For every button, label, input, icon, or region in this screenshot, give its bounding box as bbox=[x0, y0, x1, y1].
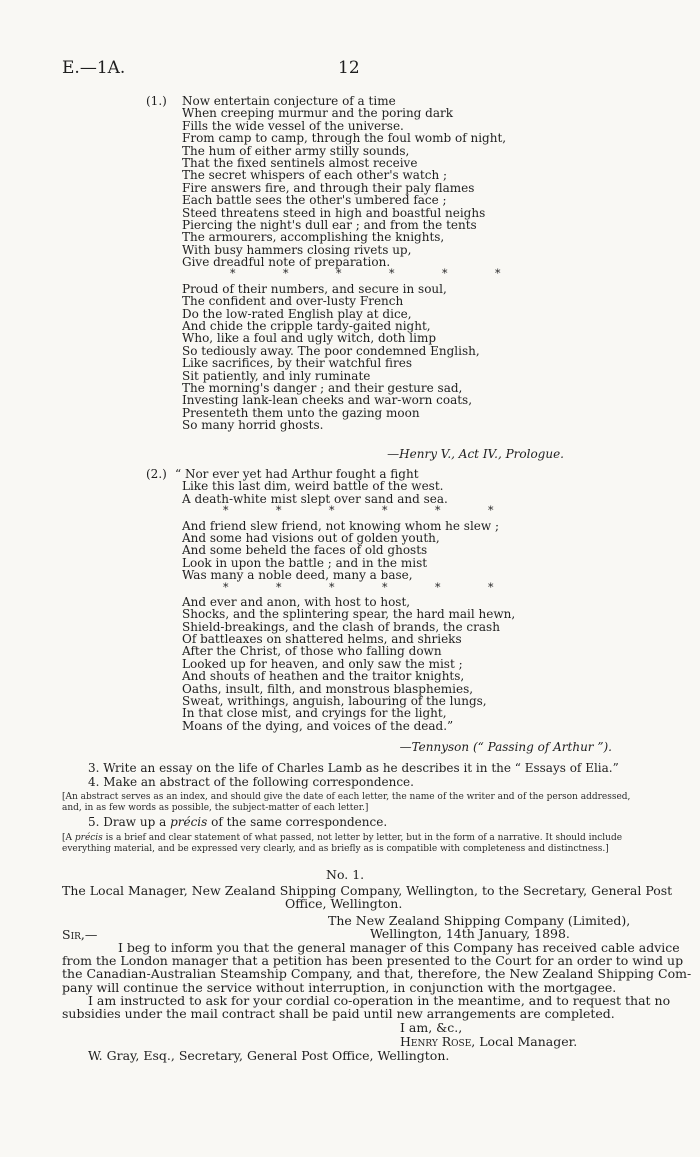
ellipsis-stars: * * * * * * bbox=[223, 504, 516, 518]
poem-line: The secret whispers of each other's watch ; bbox=[182, 168, 448, 183]
poem-line: Proud of their numbers, and secure in soul, bbox=[182, 281, 447, 296]
letter-line: I beg to inform you that the general manager of this Company has received cable advice bbox=[118, 940, 680, 955]
poem-line: After the Christ, of those who falling down bbox=[182, 644, 442, 659]
poem-line: Shield-breakings, and the clash of brands, the crash bbox=[182, 619, 500, 634]
q1-attribution: —Henry V., Act IV., Prologue. bbox=[387, 447, 564, 461]
letter-line: pany will continue the service without interruption, in conjunction with the mortgagee. bbox=[62, 979, 617, 995]
letter-line: I am instructed to ask for your cordial co-operation in the meantime, and to request that no bbox=[88, 993, 671, 1008]
q1-number: (1.) bbox=[146, 94, 167, 108]
poem-line: Like this last dim, weird battle of the west. bbox=[182, 479, 444, 494]
poem-line: Now entertain conjecture of a time bbox=[182, 94, 396, 108]
poem-line: Piercing the night's dull ear ; and from the tents bbox=[182, 217, 477, 232]
poem-line: And ever and anon, with host to host, bbox=[182, 594, 411, 609]
poem-line: And friend slew friend, not knowing whom he slew ; bbox=[182, 518, 500, 533]
letter-line: subsidies under the mail contract shall be paid until new arrangements are completed. bbox=[62, 1006, 615, 1022]
letter-closing: I am, &c., bbox=[400, 1020, 463, 1035]
poem-line: The morning's danger ; and their gesture sad, bbox=[182, 380, 463, 395]
signature-name: Henry Rose bbox=[400, 1034, 472, 1049]
poem-line: Do the low-rated English play at dice, bbox=[182, 306, 412, 321]
letter-signature bbox=[400, 1035, 577, 1048]
letter-body-paragraph-2 bbox=[62, 994, 670, 1020]
poem-line: Was many a noble deed, many a base, bbox=[182, 568, 413, 583]
poem-line: The armourers, accomplishing the knights, bbox=[182, 230, 445, 245]
q2-number: (2.) bbox=[146, 467, 167, 481]
poem-line: And chide the cripple tardy-gaited night, bbox=[182, 319, 431, 334]
letter-addressee: W. Gray, Esq., Secretary, General Post Office, Wellington. bbox=[88, 1048, 450, 1063]
letter-place-date: Wellington, 14th January, 1898. bbox=[370, 926, 570, 941]
letter-body-paragraph-1 bbox=[62, 941, 691, 994]
poem-line: And some had visions out of golden youth, bbox=[182, 530, 440, 545]
poem-line: Steed threatens steed in high and boastful neighs bbox=[182, 205, 486, 220]
poem-line: Fire answers fire, and through their paly flames bbox=[182, 180, 475, 195]
q5-note-post: is a brief and clear statement of what passed, not letter by letter, but in the form of a narrative. It should include everything material, and be expressed very clearly, and as briefly as is compatible with completeness and distinctness.] bbox=[62, 833, 623, 854]
q5-post: of the same correspondence. bbox=[207, 815, 388, 829]
poem-line: With busy hammers closing rivets up, bbox=[182, 242, 412, 257]
poem-line: And shouts of heathen and the traitor knights, bbox=[182, 669, 465, 684]
poem-line: Presenteth them unto the gazing moon bbox=[182, 405, 420, 420]
poem-line: A death-white mist slept over sand and sea. bbox=[182, 491, 448, 506]
q5-note bbox=[62, 833, 634, 855]
letter-heading-line2: Office, Wellington. bbox=[285, 896, 403, 911]
letter-salutation: Sir,— bbox=[62, 927, 98, 942]
poem-line: Looked up for heaven, and only saw the mist ; bbox=[182, 656, 463, 671]
poem-line: When creeping murmur and the poring dark bbox=[182, 106, 454, 121]
q5-note-pre: [A bbox=[62, 833, 75, 843]
q4-text: 4. Make an abstract of the following correspondence. bbox=[88, 775, 414, 789]
q5-italic: précis bbox=[170, 815, 208, 829]
poem-line: In that close mist, and cryings for the light, bbox=[182, 706, 447, 721]
page-number: 12 bbox=[338, 58, 360, 78]
q4-note: [An abstract serves as an index, and should give the date of each letter, the name of the writer and of the person addressed, and, in as few words as possible, the subject-matter of each letter.] bbox=[62, 792, 631, 813]
poem-line: That the fixed sentinels almost receive bbox=[182, 155, 418, 170]
poem-line: Oaths, insult, filth, and monstrous blasphemies, bbox=[182, 681, 474, 696]
q2-attribution: —Tennyson (“ Passing of Arthur ”). bbox=[399, 740, 612, 754]
poem-line: So tediously away. The poor condemned English, bbox=[182, 343, 480, 358]
q3-text: 3. Write an essay on the life of Charles Lamb as he describes it in the “ Essays of Elia.” bbox=[88, 761, 619, 775]
poem-line: From camp to camp, through the foul womb of night, bbox=[182, 131, 507, 146]
ellipsis-stars: * * * * * * bbox=[223, 580, 516, 594]
poem-line: Look in upon the battle ; and in the mist bbox=[182, 555, 428, 570]
poem-line: Moans of the dying, and voices of the dead.” bbox=[182, 718, 454, 733]
poem-line: Of battleaxes on shattered helms, and shrieks bbox=[182, 632, 462, 647]
letter-line: the Canadian-Australian Steamship Company, and that, therefore, the New Zealand Shipping Com- bbox=[62, 966, 692, 982]
poem-line: The hum of either army stilly sounds, bbox=[182, 143, 410, 158]
poem-line: Give dreadful note of preparation. bbox=[182, 255, 391, 270]
poem-line: Investing lank-lean cheeks and war-worn coats, bbox=[182, 393, 473, 408]
poem-line: Like sacrifices, by their watchful fires bbox=[182, 356, 413, 371]
poem-line: Sweat, writhings, anguish, labouring of the lungs, bbox=[182, 694, 487, 709]
letter-line: from the London manager that a petition has been presented to the Court for an order to wind up bbox=[62, 953, 684, 969]
poem-line: So many horrid ghosts. bbox=[182, 418, 324, 433]
q5-note-italic: précis bbox=[74, 833, 103, 843]
poem-line: Fills the wide vessel of the universe. bbox=[182, 118, 404, 133]
poem-line: The confident and over-lusty French bbox=[182, 294, 404, 309]
poem-line: “ Nor ever yet had Arthur fought a fight bbox=[175, 467, 419, 481]
q1-poem bbox=[182, 95, 522, 432]
q5-text bbox=[88, 815, 387, 829]
poem-line: Each battle sees the other's umbered face ; bbox=[182, 193, 447, 208]
letter-number: No. 1. bbox=[326, 867, 365, 882]
signature-title: , Local Manager. bbox=[471, 1034, 578, 1049]
poem-line: Shocks, and the splintering spear, the hard mail hewn, bbox=[182, 607, 516, 622]
q2-poem bbox=[175, 468, 515, 732]
document-code: E.—1A. bbox=[62, 58, 126, 78]
q5-pre: 5. Draw up a bbox=[88, 815, 171, 829]
poem-line: Who, like a foul and ugly witch, doth limp bbox=[182, 331, 437, 346]
letter-heading-line1: The Local Manager, New Zealand Shipping Company, Wellington, to the Secretary, General Post bbox=[62, 883, 673, 898]
poem-line: And some beheld the faces of old ghosts bbox=[182, 543, 428, 558]
ellipsis-stars: * * * * * * bbox=[230, 267, 523, 281]
poem-line: Sit patiently, and inly ruminate bbox=[182, 368, 371, 383]
letter-sender: The New Zealand Shipping Company (Limited), bbox=[328, 913, 631, 928]
